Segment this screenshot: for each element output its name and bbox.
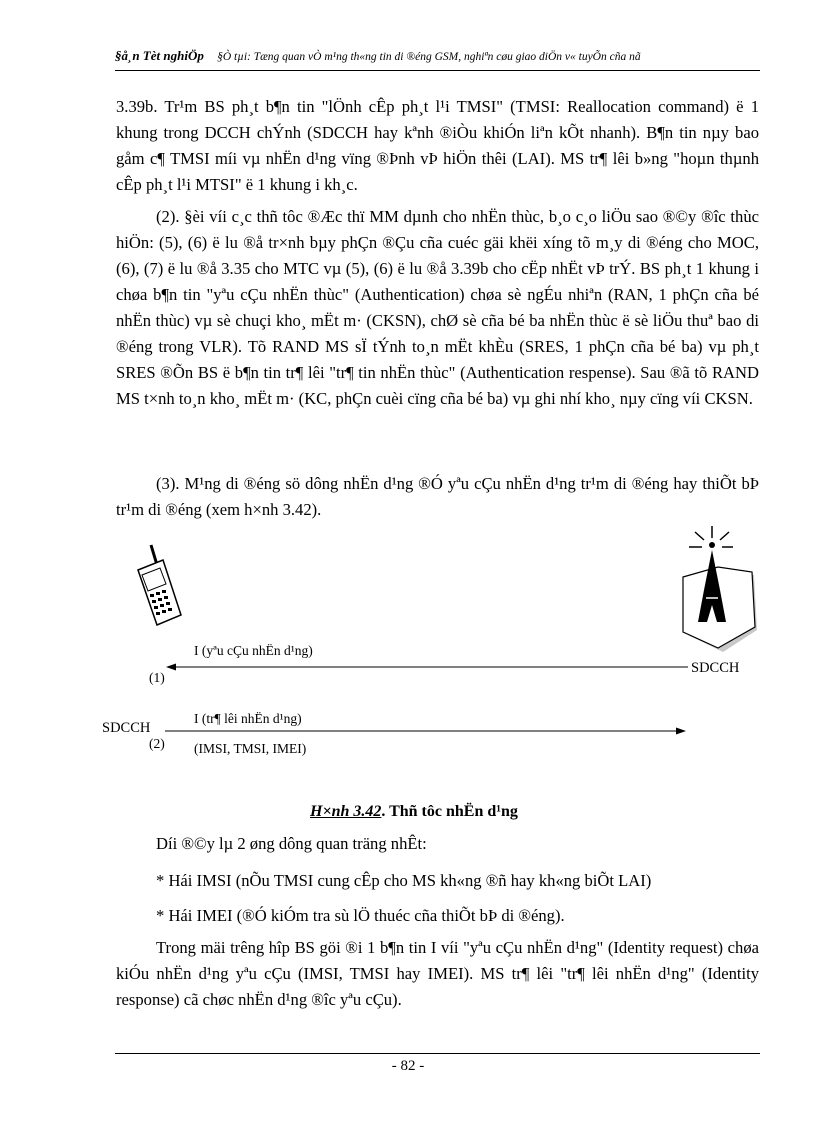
base-station-icon <box>683 526 757 652</box>
paragraph-1: 3.39b. Tr¹m BS ph¸t b¶n tin "lÖnh cÊp ph¸t l¹i TMSI" (TMSI: Reallocation command) ë 1 khung trong DCCH chÝnh (SDCCH hay kªnh ®iÒu khiÓn liªn kÕt nhanh). B¶n tin nµy bao gåm c¶ TMSI míi vµ nhËn d¹ng vïng ®Þnh vÞ hiÖn thêi (LAI). MS tr¶ lêi b»ng "hoµn thµnh cÊp ph¸t l¹i MTSI" ë 1 khung i kh¸c. <box>116 97 759 194</box>
paragraph-3: (3). M¹ng di ®éng sö dông nhËn d¹ng ®Ó yªu cÇu nhËn d¹ng tr¹m di ®éng hay thiÕt bÞ tr¹m di ®éng (xem h×nh 3.42). <box>116 474 759 519</box>
paragraph-4: Díi ®©y lµ 2 øng dông quan träng nhÊt: <box>156 834 427 853</box>
figure-number: H×nh 3.42 <box>310 803 382 820</box>
response-params-label: (IMSI, TMSI, IMEI) <box>194 741 307 756</box>
paragraph-5: Trong mäi trêng hîp BS göi ®i 1 b¶n tin I víi "yªu cÇu nhËn d¹ng" (Identity request) chøa kiÓu nhËn d¹ng yªu cÇu (IMSI, TMSI hay IMEI). MS tr¶ lêi "tr¶ lêi nhËn d¹ng" (Identity response) cã chøc nhËn d¹ng ®îc yªu cÇu). <box>116 938 759 1009</box>
page-number: - 82 - <box>391 1058 425 1074</box>
response-message-label: I (tr¶ lêi nhËn d¹ng) <box>194 711 302 726</box>
figure-caption <box>310 803 518 821</box>
step-1-label: (1) <box>149 670 165 685</box>
mobile-phone-icon <box>138 545 181 625</box>
step-2-label: (2) <box>149 736 165 751</box>
footer-divider <box>115 1053 760 1054</box>
figure-title: . Thñ tôc nhËn d¹ng <box>381 803 518 820</box>
response-channel-label: SDCCH <box>102 720 151 736</box>
bullet-imei: * Hái IMEI (®Ó kiÓm tra sù lÖ thuéc cña thiÕt bÞ di ®éng). <box>156 906 565 925</box>
bullet-imsi: * Hái IMSI (nÕu TMSI cung cÊp cho MS kh«ng ®ñ hay kh«ng biÕt LAI) <box>156 871 652 890</box>
header-right: §Ò tµi: Tæng quan vÒ m¹ng th«ng tin di ®éng GSM, nghiªn cøu giao diÖn v« tuyÕn cña nã <box>217 51 641 63</box>
request-channel-label: SDCCH <box>691 660 740 676</box>
paragraph-2: (2). §èi víi c¸c thñ tôc ®Æc thï MM dµnh cho nhËn thùc, b¸o c¸o liÖu sao ®©y ®îc thùc hiÖn: (5), (6) ë lu ®å tr×nh bµy phÇn ®Çu cña cuéc gäi khëi xíng tõ m¸y di ®éng cho MOC, (6), (7) ë lu ®å 3.35 cho MTC vµ (5), (6) ë lu ®å 3.39b cho cËp nhËt vÞ trÝ. BS ph¸t 1 khung i chøa b¶n tin "yªu cÇu nhËn thùc" (Authentication) chøa sè ngÉu nhiªn (RAN, 1 phÇn cña bé nhËn thùc) vµ sè chuçi kho¸ mËt m· (CKSN), chØ sè cña bé ba nhËn thùc ë sè liÖu thuª bao di ®éng trong VLR). Tõ RAND MS sÏ tÝnh to¸n mËt khÈu (SRES, 1 phÇn cña bé ba) vµ ph¸t SRES ®Õn BS ë b¶n tin tr¶ lêi "tr¶ tin nhËn thùc" (Authentication respense). Sau ®ã tõ RAND MS t×nh to¸n kho¸ mËt m· (KC, phÇn cuèi cïng cña bé ba) vµ ghi nhí kho¸ nµy cïng víi CKSN. <box>116 207 759 408</box>
request-message-label: I (yªu cÇu nhËn d¹ng) <box>194 643 313 658</box>
header-left: §å¸n Tèt nghiÖp <box>115 48 204 63</box>
